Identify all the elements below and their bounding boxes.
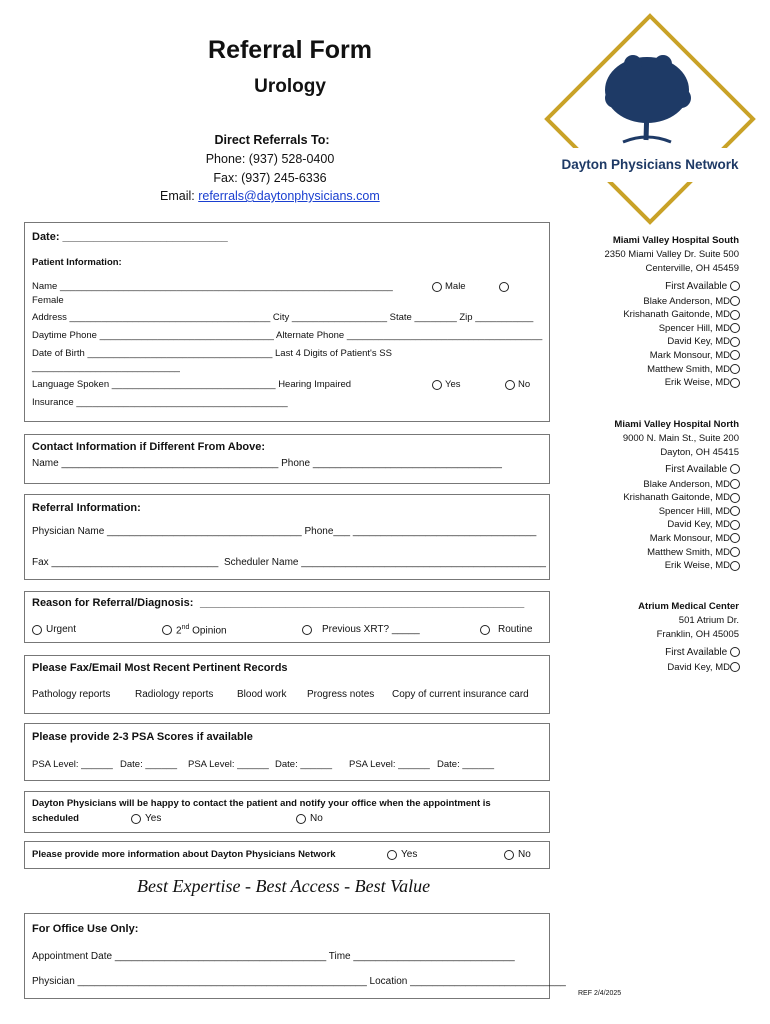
location-address: 501 Atrium Dr.	[678, 615, 739, 626]
logo-name: Dayton Physicians Network	[561, 157, 739, 172]
record-item: Copy of current insurance card	[392, 689, 529, 700]
contact-yes-radio[interactable]	[131, 814, 141, 824]
psa-level-2[interactable]: PSA Level: ______	[188, 759, 269, 770]
direct-referrals-heading: Direct Referrals To:	[214, 133, 330, 147]
routine-label: Routine	[498, 624, 533, 635]
appointment-field[interactable]: Appointment Date ______________________________________ Time _____________________________	[32, 951, 515, 962]
contact-no-label: No	[310, 813, 323, 824]
location-atrium	[549, 601, 739, 640]
physician-name: Matthew Smith, MD	[647, 363, 730, 375]
referral-fax: Fax: (937) 245-6336	[213, 171, 327, 185]
routine-radio[interactable]	[480, 625, 490, 635]
urgent-label: Urgent	[46, 624, 77, 635]
psa-date-2[interactable]: Date: ______	[275, 759, 333, 770]
physician-name: Krishanath Gaitonde, MD	[623, 309, 730, 321]
second-opinion-label	[176, 624, 227, 636]
physician-name: Spencer Hill, MD	[658, 322, 730, 334]
male-radio[interactable]	[432, 282, 442, 292]
mvh-south-physicians	[550, 280, 740, 390]
physician-name: Mark Monsour, MD	[649, 532, 730, 544]
contact-alt-heading: Contact Information if Different From Above:	[32, 441, 266, 453]
physician-option	[550, 335, 740, 349]
form-subtitle: Urology	[254, 76, 326, 97]
patient-name-field[interactable]: Name _______________________________________________________________	[32, 281, 393, 292]
hearing-yes-label: Yes	[445, 379, 461, 390]
office-use-heading: For Office Use Only:	[32, 923, 139, 935]
psa-date-3[interactable]: Date: ______	[437, 759, 495, 770]
form-title: Referral Form	[208, 36, 372, 64]
physician-name-field[interactable]: Physician Name ___________________________________ Phone___ _________________________________	[32, 526, 537, 537]
contact-alt-fields[interactable]: Name _______________________________________ Phone __________________________________	[32, 458, 502, 469]
physician-option	[550, 491, 740, 505]
more-info-yes-radio[interactable]	[387, 850, 397, 860]
contact-no-radio[interactable]	[296, 814, 306, 824]
more-info-text: Please provide more information about Dayton Physicians Network	[32, 849, 336, 860]
more-info-yes-label: Yes	[401, 849, 418, 860]
patient-info-heading: Patient Information:	[32, 257, 122, 268]
referral-fax-field[interactable]: Fax ______________________________	[32, 557, 219, 568]
mvh-north-physicians	[550, 463, 740, 573]
physician-name: David Key, MD	[667, 336, 730, 348]
physician-radio[interactable]	[730, 561, 740, 571]
physician-name: Krishanath Gaitonde, MD	[623, 492, 730, 504]
dayton-physicians-logo	[543, 12, 757, 226]
physician-radio[interactable]	[730, 520, 740, 530]
physician-radio[interactable]	[730, 378, 740, 388]
tagline: Best Expertise - Best Access - Best Value	[137, 876, 431, 896]
physician-option	[550, 559, 740, 573]
physician-name: David Key, MD	[667, 519, 730, 531]
reason-field[interactable]: _____________________________________________________	[200, 597, 525, 609]
physician-option	[550, 322, 740, 336]
xrt-label: Previous XRT? _____	[322, 624, 420, 635]
physician-name: Blake Anderson, MD	[643, 478, 730, 490]
hearing-no-radio[interactable]	[505, 380, 515, 390]
contact-patient-text-2: scheduled	[32, 813, 79, 824]
physician-radio[interactable]	[730, 323, 740, 333]
first-available-radio[interactable]	[730, 281, 740, 291]
psa-heading: Please provide 2-3 PSA Scores if available	[32, 731, 253, 743]
language-field[interactable]: Language Spoken _______________________________ Hearing Impaired	[32, 379, 352, 390]
location-name: Atrium Medical Center	[638, 601, 739, 612]
physician-name: Spencer Hill, MD	[658, 505, 730, 517]
physician-option	[550, 308, 740, 322]
physician-option	[550, 478, 740, 492]
email-link[interactable]: referrals@daytonphysicians.com	[198, 189, 380, 203]
record-item: Blood work	[237, 689, 287, 700]
female-label: Female	[32, 295, 64, 306]
record-item: Pathology reports	[32, 689, 111, 700]
second-prefix: 2	[176, 625, 182, 637]
location-name: Miami Valley Hospital North	[614, 419, 739, 430]
psa-date-1[interactable]: Date: ______	[120, 759, 178, 770]
second-sup: nd	[181, 624, 190, 631]
physician-radio[interactable]	[730, 533, 740, 543]
location-address: 2350 Miami Valley Dr. Suite 500	[604, 249, 739, 260]
dob-field[interactable]: Date of Birth ___________________________________ Last 4 Digits of Patient's SS	[32, 348, 392, 359]
physician-radio[interactable]	[730, 506, 740, 516]
daytime-phone-field[interactable]: Daytime Phone _________________________________ Alternate Phone _____________________________________	[32, 330, 543, 341]
location-city: Franklin, OH 45005	[656, 629, 739, 640]
atrium-physicians	[550, 646, 740, 674]
location-address: 9000 N. Main St., Suite 200	[622, 433, 739, 444]
physician-option	[550, 349, 740, 363]
location-city: Centerville, OH 45459	[645, 263, 739, 274]
email-label: Email:	[160, 189, 195, 203]
urgent-radio[interactable]	[32, 625, 42, 635]
record-item: Progress notes	[307, 689, 375, 700]
physician-name: Matthew Smith, MD	[647, 546, 730, 558]
physician-radio[interactable]	[730, 493, 740, 503]
physician-option	[550, 505, 740, 519]
location-name: Miami Valley Hospital South	[612, 235, 739, 246]
contact-patient-text: Dayton Physicians will be happy to contact the patient and notify your office when the appointment is	[32, 798, 491, 809]
physician-option	[550, 518, 740, 532]
first-available-label: First Available	[665, 281, 728, 292]
physician-option	[550, 532, 740, 546]
physician-radio[interactable]	[730, 296, 740, 306]
more-info-no-radio[interactable]	[504, 850, 514, 860]
reason-heading: Reason for Referral/Diagnosis:	[32, 597, 194, 609]
referral-email-row	[160, 189, 380, 203]
physician-option	[550, 295, 740, 309]
date-field[interactable]: Date: ___________________________	[32, 231, 228, 243]
physician-name: Mark Monsour, MD	[649, 349, 730, 361]
physician-radio[interactable]	[730, 547, 740, 557]
location-city: Dayton, OH 45415	[660, 447, 739, 458]
physician-option	[550, 661, 740, 675]
first-available-radio[interactable]	[730, 647, 740, 657]
office-physician-field[interactable]: Physician ____________________________________________________ Location ____________________________	[32, 976, 566, 987]
xrt-radio[interactable]	[302, 625, 312, 635]
physician-option	[550, 546, 740, 560]
psa-level-1[interactable]: PSA Level: ______	[32, 759, 113, 770]
physician-radio[interactable]	[730, 337, 740, 347]
physician-option	[550, 363, 740, 377]
second-opinion-radio[interactable]	[162, 625, 172, 635]
location-mvh-south	[549, 235, 739, 274]
physician-radio[interactable]	[730, 364, 740, 374]
physician-radio[interactable]	[730, 310, 740, 320]
male-label: Male	[445, 281, 466, 292]
more-info-no-label: No	[518, 849, 531, 860]
hearing-no-label: No	[518, 379, 531, 390]
physician-name: David Key, MD	[667, 661, 730, 673]
hearing-yes-radio[interactable]	[432, 380, 442, 390]
second-suffix: Opinion	[189, 625, 227, 637]
record-item: Radiology reports	[135, 689, 214, 700]
ssn-field[interactable]: ____________________________	[32, 362, 180, 373]
insurance-field[interactable]: Insurance ________________________________________	[32, 397, 288, 408]
scheduler-name-field[interactable]: Scheduler Name ____________________________________________	[224, 557, 546, 568]
physician-option	[550, 376, 740, 390]
ref-code: REF 2/4/2025	[578, 990, 622, 997]
physician-radio[interactable]	[730, 479, 740, 489]
physician-radio[interactable]	[730, 350, 740, 360]
records-heading: Please Fax/Email Most Recent Pertinent Records	[32, 662, 288, 674]
location-mvh-north	[549, 419, 739, 458]
psa-level-3[interactable]: PSA Level: ______	[349, 759, 430, 770]
first-available-label: First Available	[665, 647, 728, 658]
physician-name: Erik Weise, MD	[664, 560, 730, 572]
referral-phone: Phone: (937) 528-0400	[205, 152, 335, 166]
female-radio[interactable]	[499, 282, 509, 292]
physician-name: Erik Weise, MD	[664, 377, 730, 389]
contact-yes-label: Yes	[145, 813, 162, 824]
address-field[interactable]: Address ______________________________________ City __________________ State ________ Zip ___________	[32, 312, 534, 323]
referral-info-heading: Referral Information:	[32, 502, 141, 514]
first-available-label: First Available	[665, 464, 728, 475]
physician-name: Blake Anderson, MD	[643, 295, 730, 307]
first-available-radio[interactable]	[730, 464, 740, 474]
physician-radio[interactable]	[730, 662, 740, 672]
